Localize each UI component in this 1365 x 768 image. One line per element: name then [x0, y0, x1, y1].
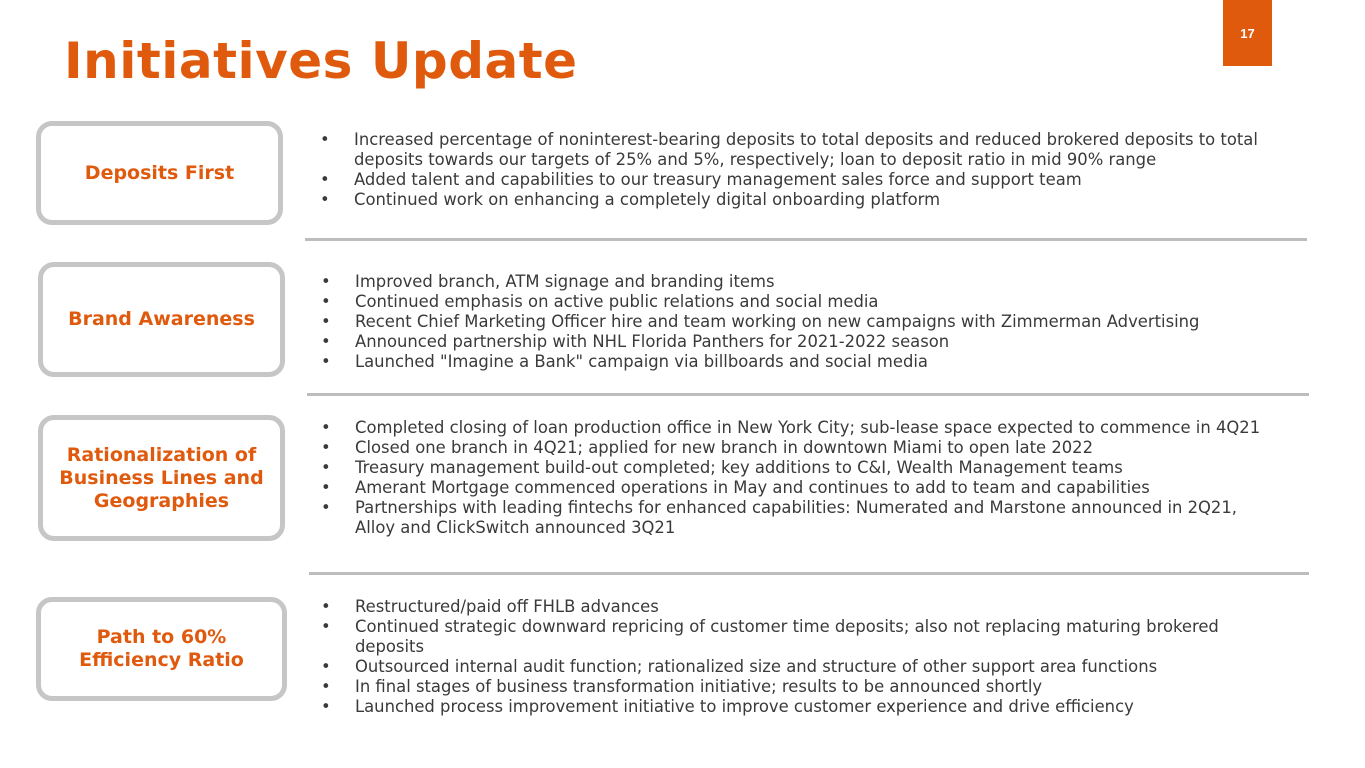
bullet-item: • Amerant Mortgage commenced operations in May and continues to add to team and capabilities: [321, 478, 1281, 498]
bullet-item: • Completed closing of loan production office in New York City; sub-lease space expected to commence in 4Q21: [321, 418, 1281, 438]
section-bullets-rationalization: [321, 418, 1281, 538]
section-label-brand-awareness: Brand Awareness: [38, 262, 285, 377]
bullet-item: • Launched "Imagine a Bank" campaign via billboards and social media: [321, 352, 1281, 372]
section-bullets-deposits-first: [320, 130, 1280, 210]
section-divider: [309, 572, 1309, 575]
section-bullets-efficiency-ratio: [321, 597, 1281, 717]
section-label-rationalization: Rationalization of Business Lines and Geographies: [38, 415, 285, 541]
bullet-item: • Outsourced internal audit function; rationalized size and structure of other support area functions: [321, 657, 1281, 677]
bullet-item: • Added talent and capabilities to our treasury management sales force and support team: [320, 170, 1280, 190]
bullet-item: • Continued work on enhancing a completely digital onboarding platform: [320, 190, 1280, 210]
bullet-item: • Partnerships with leading fintechs for enhanced capabilities: Numerated and Marstone announced in 2Q21, Alloy and ClickSwitch announced 3Q21: [321, 498, 1281, 538]
slide-title: Initiatives Update: [64, 32, 578, 90]
section-bullets-brand-awareness: [321, 272, 1281, 372]
bullet-item: • Improved branch, ATM signage and branding items: [321, 272, 1281, 292]
section-label-efficiency-ratio: Path to 60% Efficiency Ratio: [36, 597, 287, 701]
bullet-item: • Treasury management build-out completed; key additions to C&I, Wealth Management teams: [321, 458, 1281, 478]
bullet-item: • Continued strategic downward repricing of customer time deposits; also not replacing maturing brokered deposits: [321, 617, 1281, 657]
bullet-item: • Closed one branch in 4Q21; applied for new branch in downtown Miami to open late 2022: [321, 438, 1281, 458]
section-divider: [305, 238, 1307, 241]
section-label-deposits-first: Deposits First: [36, 121, 283, 225]
section-divider: [307, 393, 1309, 396]
page-number-badge: 17: [1223, 0, 1272, 66]
bullet-item: • Increased percentage of noninterest-bearing deposits to total deposits and reduced brokered deposits to total deposits towards our targets of 25% and 5%, respectively; loan to deposit ratio in mid 90% range: [320, 130, 1280, 170]
bullet-item: • Restructured/paid off FHLB advances: [321, 597, 1281, 617]
bullet-item: • Continued emphasis on active public relations and social media: [321, 292, 1281, 312]
bullet-item: • Launched process improvement initiative to improve customer experience and drive efficiency: [321, 697, 1281, 717]
bullet-item: • Recent Chief Marketing Officer hire and team working on new campaigns with Zimmerman Advertising: [321, 312, 1281, 332]
bullet-item: • In final stages of business transformation initiative; results to be announced shortly: [321, 677, 1281, 697]
bullet-item: • Announced partnership with NHL Florida Panthers for 2021-2022 season: [321, 332, 1281, 352]
